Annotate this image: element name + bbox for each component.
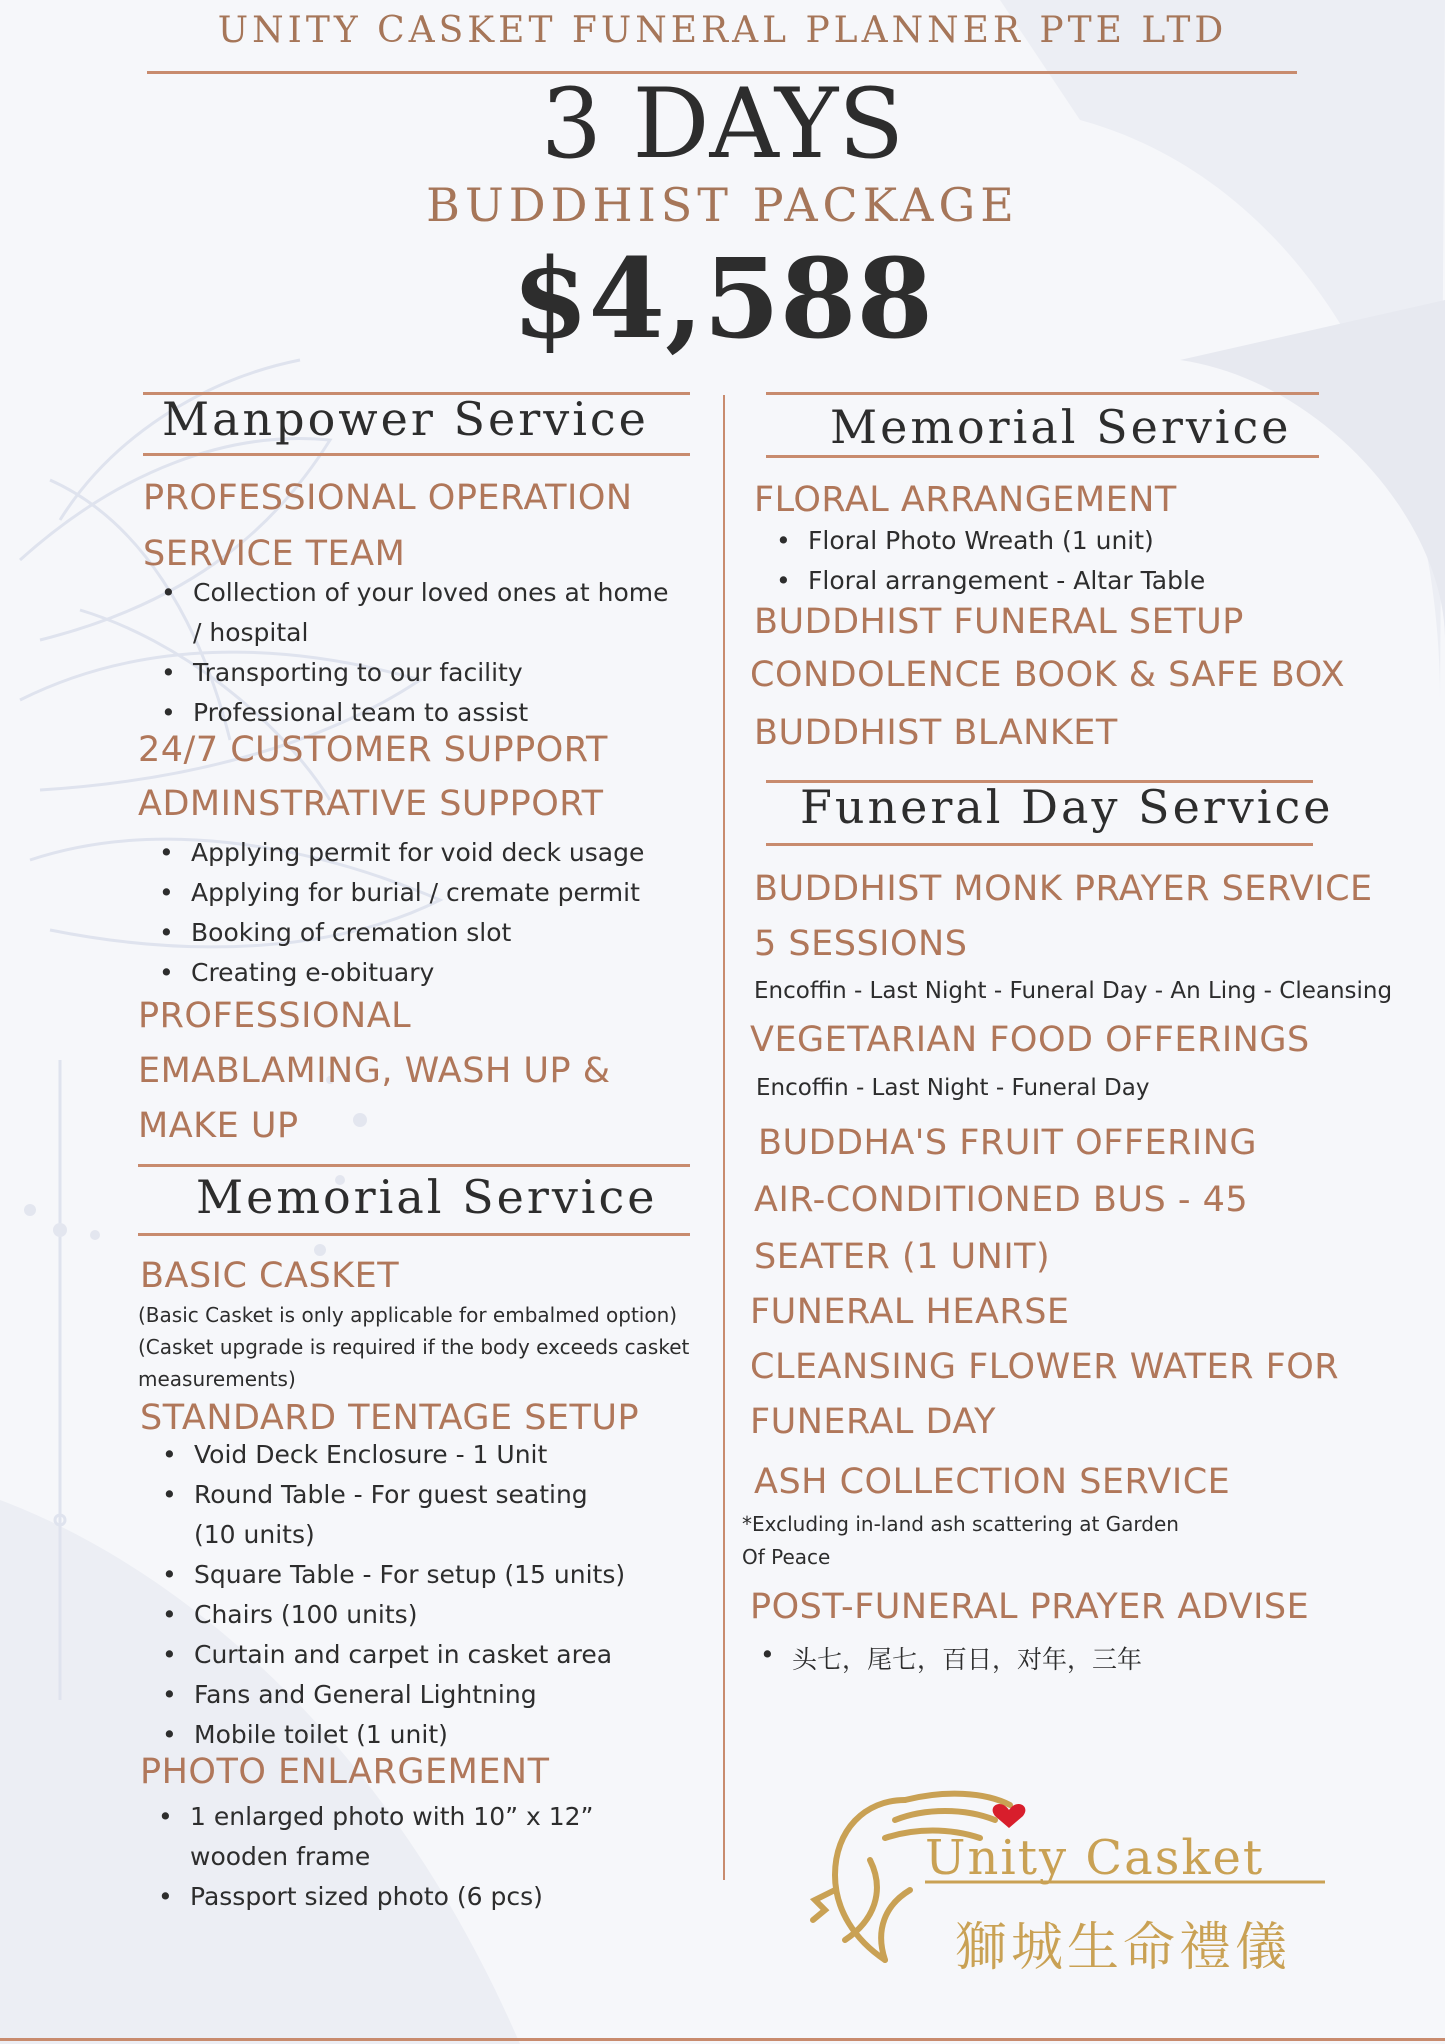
bus-heading-line1: AIR-CONDITIONED BUS - 45 <box>754 1180 1249 1220</box>
bullet-item: • Mobile toilet (1 unit) <box>194 1720 448 1749</box>
left-memorial-service-heading: Memorial Service <box>196 1170 658 1224</box>
buddhist-blanket-heading: BUDDHIST BLANKET <box>754 713 1118 753</box>
logo-name: Unity Casket <box>925 1830 1265 1886</box>
administrative-support-heading: ADMINSTRATIVE SUPPORT <box>138 784 604 824</box>
casket-note: (Casket upgrade is required if the body exceeds casket <box>138 1335 690 1359</box>
fruit-offering-heading: BUDDHA'S FRUIT OFFERING <box>758 1123 1258 1163</box>
bullet-continuation: / hospital <box>193 618 309 647</box>
bullet-item: • Fans and General Lightning <box>194 1680 537 1709</box>
post-funeral-prayer-heading: POST-FUNERAL PRAYER ADVISE <box>750 1587 1310 1627</box>
bullet-item: • Applying for burial / cremate permit <box>191 878 640 907</box>
bullet-item: • Floral arrangement - Altar Table <box>808 566 1205 595</box>
service-team-heading: SERVICE TEAM <box>143 534 406 574</box>
bullet-item: • Professional team to assist <box>193 698 528 727</box>
right-memorial-rule-bottom <box>766 455 1319 458</box>
bullet-item: • Void Deck Enclosure - 1 Unit <box>194 1440 547 1469</box>
cleansing-water-heading-line1: CLEANSING FLOWER WATER FOR <box>750 1347 1340 1387</box>
bullet-item: • Collection of your loved ones at home <box>193 578 668 607</box>
right-memorial-service-heading: Memorial Service <box>830 400 1292 454</box>
ash-collection-heading: ASH COLLECTION SERVICE <box>754 1462 1231 1502</box>
package-price: $4,588 <box>512 234 933 363</box>
bullet-item: • 1 enlarged photo with 10” x 12” <box>190 1802 594 1831</box>
funeral-day-rule-bottom <box>766 843 1313 846</box>
monk-prayer-heading: BUDDHIST MONK PRAYER SERVICE <box>754 869 1373 909</box>
package-duration: 3 DAYS <box>540 68 905 180</box>
casket-note: (Basic Casket is only applicable for embalmed option) <box>138 1303 678 1327</box>
basic-casket-heading: BASIC CASKET <box>140 1256 400 1296</box>
manpower-service-heading: Manpower Service <box>162 392 649 446</box>
bus-heading-line2: SEATER (1 UNIT) <box>754 1237 1051 1277</box>
column-divider <box>723 395 725 1880</box>
embalming-heading-line2: EMABLAMING, WASH UP & <box>138 1051 611 1091</box>
tentage-setup-heading: STANDARD TENTAGE SETUP <box>140 1398 640 1438</box>
hearse-heading: FUNERAL HEARSE <box>750 1292 1070 1332</box>
embalming-heading-line3: MAKE UP <box>138 1106 299 1146</box>
bullet-item: • Applying permit for void deck usage <box>191 838 644 867</box>
vegetarian-offerings-heading: VEGETARIAN FOOD OFFERINGS <box>750 1020 1310 1060</box>
bullet-item: • Floral Photo Wreath (1 unit) <box>808 526 1154 555</box>
bullet-item: • Chairs (100 units) <box>194 1600 417 1629</box>
bullet-item: • Creating e-obituary <box>191 958 434 987</box>
floral-arrangement-heading: FLORAL ARRANGEMENT <box>754 480 1177 520</box>
manpower-rule-bottom <box>143 453 690 456</box>
condolence-book-heading: CONDOLENCE BOOK & SAFE BOX <box>750 655 1345 695</box>
ash-collection-note: *Excluding in-land ash scattering at Garden <box>742 1512 1179 1536</box>
casket-note: measurements) <box>138 1367 296 1391</box>
cleansing-water-heading-line2: FUNERAL DAY <box>750 1402 996 1442</box>
footer-rule <box>0 2038 1445 2041</box>
bullet-item: • Curtain and carpet in casket area <box>194 1640 612 1669</box>
bullet-item: • Booking of cremation slot <box>191 918 511 947</box>
food-offering-note: Encoffin - Last Night - Funeral Day <box>756 1075 1150 1101</box>
sessions-list: Encoffin - Last Night - Funeral Day - An Ling - Cleansing <box>754 978 1393 1004</box>
buddhist-setup-heading: BUDDHIST FUNERAL SETUP <box>754 602 1244 642</box>
package-name: BUDDHIST PACKAGE <box>426 178 1019 232</box>
left-memorial-rule-top <box>138 1164 690 1167</box>
sessions-heading: 5 SESSIONS <box>754 924 968 964</box>
customer-support-heading: 24/7 CUSTOMER SUPPORT <box>138 730 608 770</box>
bullet-item: • Round Table - For guest seating <box>194 1480 588 1509</box>
bullet-continuation: wooden frame <box>190 1842 371 1871</box>
company-name: UNITY CASKET FUNERAL PLANNER PTE LTD <box>217 10 1228 51</box>
left-memorial-rule-bottom <box>138 1233 690 1236</box>
ash-collection-note: Of Peace <box>742 1545 831 1569</box>
bullet-item: • Square Table - For setup (15 units) <box>194 1560 625 1589</box>
bullet-item: • 头七，尾七，百日，对年，三年 <box>792 1640 1142 1676</box>
bullet-item: • Transporting to our facility <box>193 658 523 687</box>
embalming-heading-line1: PROFESSIONAL <box>138 996 412 1036</box>
bullet-item: • Passport sized photo (6 pcs) <box>190 1882 543 1911</box>
photo-enlargement-heading: PHOTO ENLARGEMENT <box>140 1752 550 1792</box>
logo-chinese-name: 獅城生命禮儀 <box>955 1918 1292 1978</box>
bullet-continuation: (10 units) <box>194 1520 315 1549</box>
professional-operation-heading: PROFESSIONAL OPERATION <box>143 478 633 518</box>
funeral-day-service-heading: Funeral Day Service <box>800 780 1334 834</box>
right-memorial-rule-top <box>766 392 1319 395</box>
